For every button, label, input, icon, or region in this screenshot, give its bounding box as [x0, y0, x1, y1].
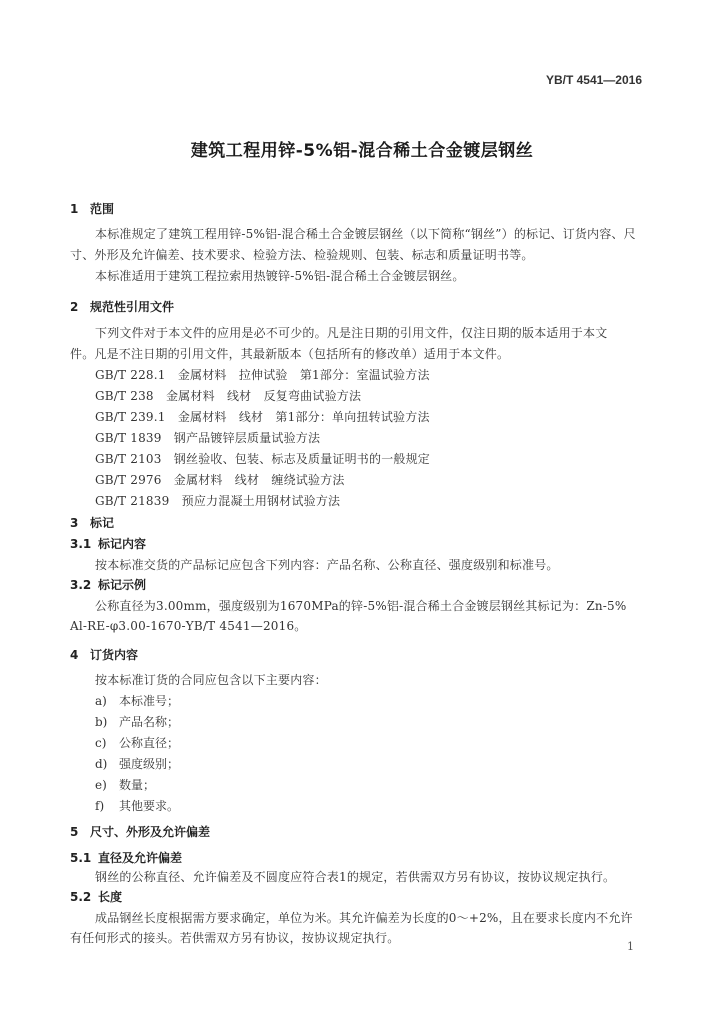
paragraph: 本标准规定了建筑工程用锌-5%铝-混合稀土合金镀层钢丝（以下简称“钢丝”）的标记、订货内容、尺: [95, 227, 636, 241]
list-text: 强度级别；: [119, 757, 180, 771]
section-number: 1: [70, 202, 79, 216]
subsection-number: 3.1: [70, 537, 92, 551]
list-item: [95, 776, 155, 793]
subsection-number: 3.2: [70, 578, 92, 592]
list-item: [95, 692, 179, 709]
paragraph: 寸、外形及允许偏差、技术要求、检验方法、检验规则、包装、标志和质量证明书等。: [70, 248, 534, 262]
list-text: 数量；: [119, 778, 156, 792]
paragraph: 本标准适用于建筑工程拉索用热镀锌-5%铝-混合稀土合金镀层钢丝。: [95, 269, 465, 283]
subsection-number: 5.1: [70, 851, 92, 865]
subsection-5-1-heading: [70, 849, 182, 866]
section-number: 2: [70, 300, 79, 314]
section-4-heading: [70, 646, 138, 663]
section-title: 标记: [90, 516, 115, 530]
paragraph: 公称直径为3.00mm，强度级别为1670MPa的锌-5%铝-混合稀土合金镀层钢丝其标记为：Zn-5%: [95, 599, 627, 613]
paragraph: 下列文件对于本文件的应用是必不可少的。凡是注日期的引用文件，仅注日期的版本适用于本文: [95, 326, 608, 340]
paragraph: Al-RE-φ3.00-1670-YB/T 4541—2016。: [70, 619, 307, 633]
section-number: 3: [70, 516, 79, 530]
reference-item: GB/T 239.1 金属材料 线材 第1部分：单向扭转试验方法: [95, 410, 430, 424]
list-marker: f): [95, 799, 105, 813]
subsection-title: 直径及允许偏差: [98, 851, 183, 865]
paragraph: 成品钢丝长度根据需方要求确定，单位为米。其允许偏差为长度的0～+2%，且在要求长度内不允许: [95, 911, 633, 925]
section-3-heading: [70, 514, 114, 531]
list-marker: a): [95, 694, 107, 708]
section-title: 规范性引用文件: [90, 300, 175, 314]
reference-item: GB/T 228.1 金属材料 拉伸试验 第1部分：室温试验方法: [95, 368, 430, 382]
paragraph: 钢丝的公称直径、允许偏差及不圆度应符合表1的规定，若供需双方另有协议，按协议规定执行。: [95, 870, 616, 884]
list-text: 其他要求。: [119, 799, 180, 813]
paragraph: 件。凡是不注日期的引用文件，其最新版本（包括所有的修改单）适用于本文件。: [70, 347, 510, 361]
subsection-3-1-heading: [70, 535, 146, 552]
list-text: 公称直径；: [119, 736, 180, 750]
page-number: 1: [627, 940, 634, 953]
reference-item: GB/T 2976 金属材料 线材 缠绕试验方法: [95, 473, 345, 487]
list-item: [95, 734, 179, 751]
list-item: [95, 797, 179, 814]
subsection-5-2-heading: [70, 888, 122, 905]
list-marker: b): [95, 715, 108, 729]
section-5-heading: [70, 823, 210, 840]
paragraph: 按本标准订货的合同应包含以下主要内容：: [95, 673, 327, 687]
reference-item: GB/T 238 金属材料 线材 反复弯曲试验方法: [95, 389, 362, 403]
section-title: 订货内容: [90, 648, 139, 662]
list-marker: c): [95, 736, 107, 750]
section-1-heading: [70, 200, 114, 217]
list-marker: e): [95, 778, 107, 792]
section-title: 范围: [90, 202, 115, 216]
paragraph: 有任何形式的接头。若供需双方另有协议，按协议规定执行。: [70, 931, 400, 945]
standard-code: YB/T 4541—2016: [545, 73, 642, 87]
reference-item: GB/T 21839 预应力混凝土用钢材试验方法: [95, 494, 341, 508]
list-text: 本标准号；: [119, 694, 180, 708]
list-marker: d): [95, 757, 108, 771]
section-number: 4: [70, 648, 79, 662]
section-2-heading: [70, 298, 174, 315]
paragraph: 按本标准交货的产品标记应包含下列内容：产品名称、公称直径、强度级别和标准号。: [95, 558, 559, 572]
subsection-title: 长度: [98, 890, 123, 904]
list-item: [95, 713, 179, 730]
subsection-title: 标记内容: [98, 537, 147, 551]
reference-item: GB/T 1839 钢产品镀锌层质量试验方法: [95, 431, 321, 445]
subsection-3-2-heading: [70, 576, 146, 593]
subsection-title: 标记示例: [98, 578, 147, 592]
document-title: 建筑工程用锌-5%铝-混合稀土合金镀层钢丝: [190, 141, 534, 161]
list-text: 产品名称；: [119, 715, 180, 729]
section-number: 5: [70, 825, 79, 839]
reference-item: GB/T 2103 钢丝验收、包装、标志及质量证明书的一般规定: [95, 452, 431, 466]
section-title: 尺寸、外形及允许偏差: [90, 825, 211, 839]
list-item: [95, 755, 179, 772]
subsection-number: 5.2: [70, 890, 92, 904]
